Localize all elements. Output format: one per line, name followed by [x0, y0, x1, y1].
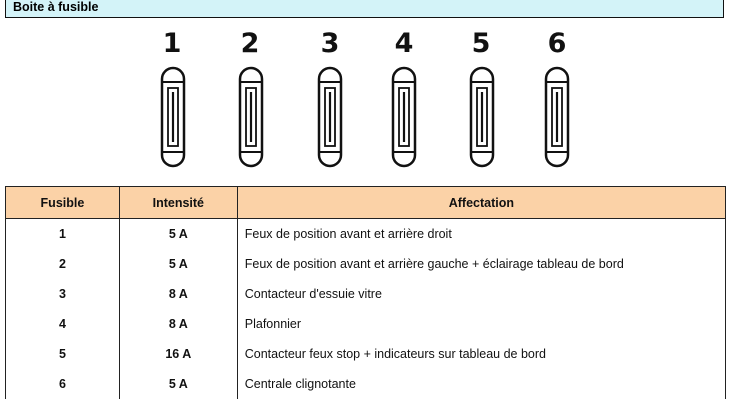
table-header-row [6, 187, 726, 219]
fuse-icon [238, 66, 264, 168]
cell-intensite: 5 A [119, 249, 237, 279]
fuse-number-6: 6 [547, 28, 567, 59]
table-row [6, 309, 726, 339]
fuse-number-4: 4 [394, 28, 414, 59]
fuse-number-2: 2 [240, 28, 260, 59]
fuse-number-1: 1 [162, 28, 182, 59]
table-row [6, 279, 726, 309]
fuse-table [5, 186, 726, 399]
fuse-icon [160, 66, 186, 168]
cell-affectation: Centrale clignotante [237, 369, 725, 399]
fuse-icon [469, 66, 495, 168]
cell-fusible: 4 [6, 309, 120, 339]
cell-fusible: 2 [6, 249, 120, 279]
fuse-icon [317, 66, 343, 168]
cell-affectation: Contacteur feux stop + indicateurs sur tableau de bord [237, 339, 725, 369]
cell-affectation: Feux de position avant et arrière droit [237, 219, 725, 250]
cell-intensite: 8 A [119, 309, 237, 339]
cell-affectation: Plafonnier [237, 309, 725, 339]
cell-fusible: 3 [6, 279, 120, 309]
page-title: Boite à fusible [13, 0, 99, 14]
cell-affectation: Feux de position avant et arrière gauche + éclairage tableau de bord [237, 249, 725, 279]
header-intensite: Intensité [119, 187, 237, 219]
table-row [6, 219, 726, 250]
cell-intensite: 16 A [119, 339, 237, 369]
header-affectation: Affectation [237, 187, 725, 219]
cell-intensite: 5 A [119, 219, 237, 250]
table-row [6, 249, 726, 279]
table-row [6, 339, 726, 369]
cell-fusible: 6 [6, 369, 120, 399]
cell-affectation: Contacteur d'essuie vitre [237, 279, 725, 309]
fuse-icon [391, 66, 417, 168]
cell-fusible: 1 [6, 219, 120, 250]
cell-fusible: 5 [6, 339, 120, 369]
cell-intensite: 5 A [119, 369, 237, 399]
table-row [6, 369, 726, 399]
header-fusible: Fusible [6, 187, 120, 219]
fuse-icon [544, 66, 570, 168]
fuse-number-5: 5 [471, 28, 491, 59]
cell-intensite: 8 A [119, 279, 237, 309]
fuse-number-3: 3 [320, 28, 340, 59]
fuse-diagram [0, 24, 730, 179]
title-bar [5, 0, 724, 18]
